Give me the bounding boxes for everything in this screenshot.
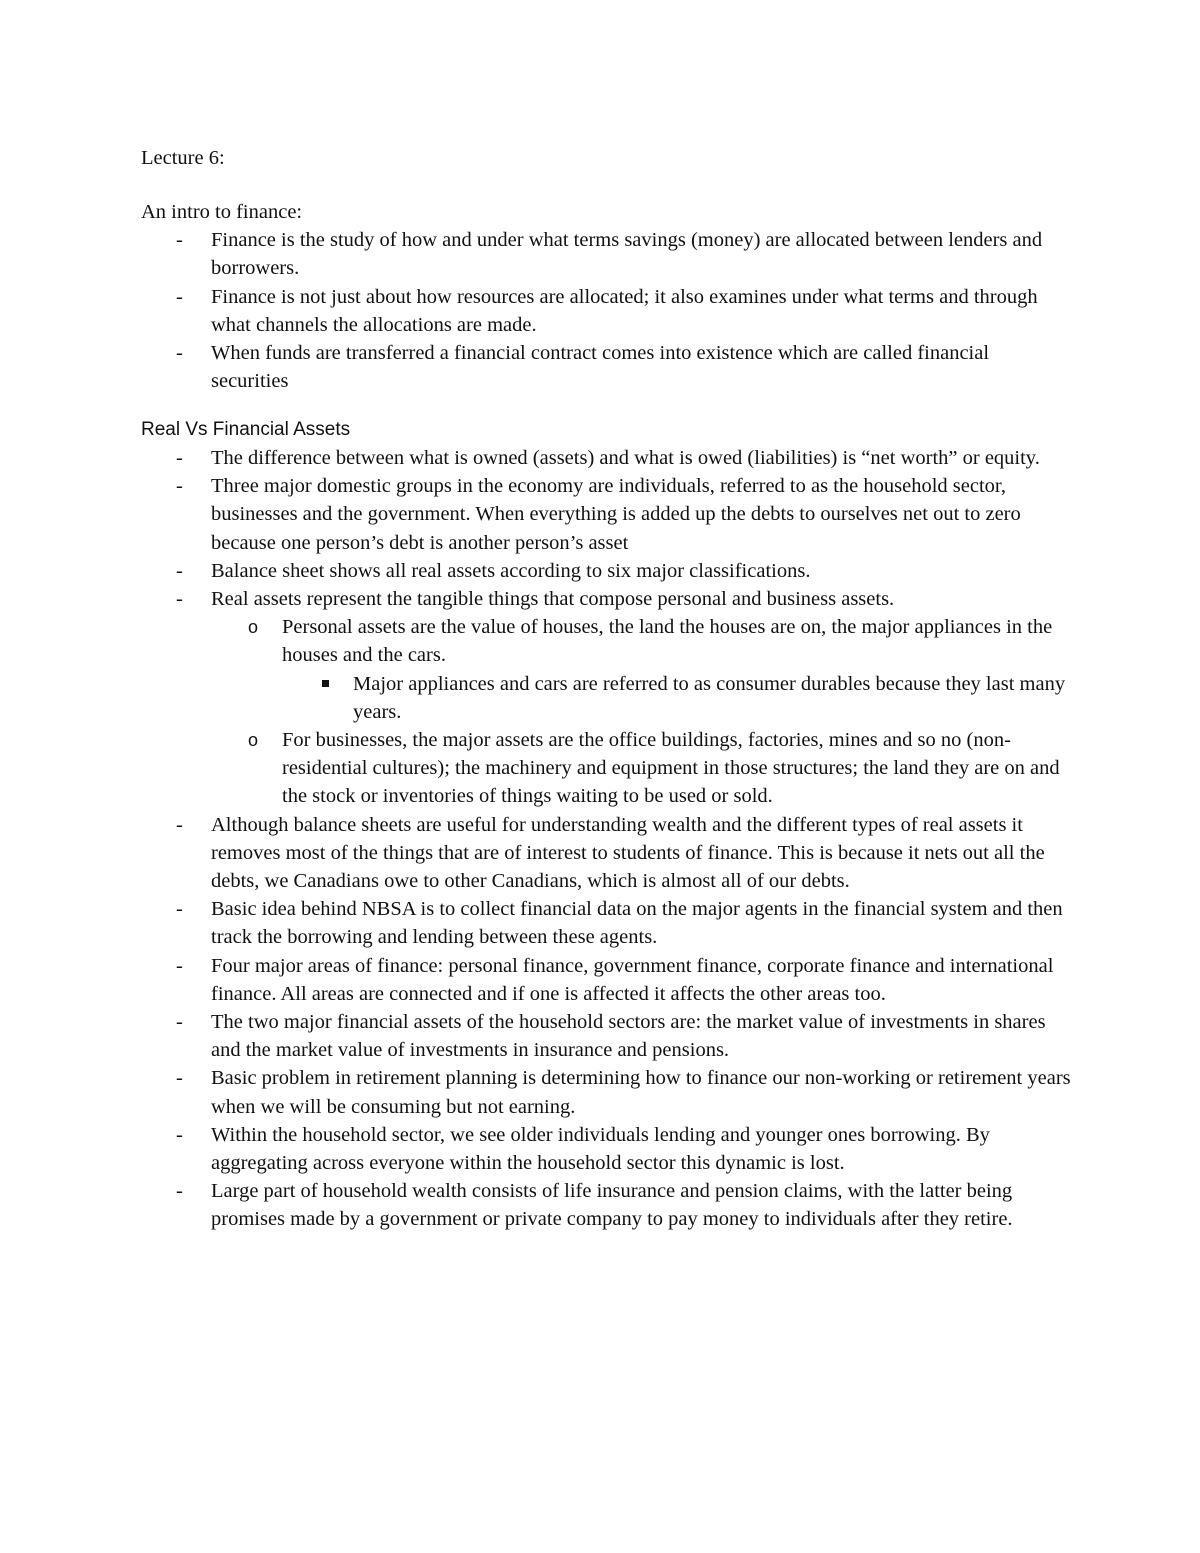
- list-item: [176, 226, 1071, 282]
- list-item-text: Balance sheet shows all real assets according to six major classifications.: [211, 559, 811, 582]
- list-item: [176, 952, 1071, 1008]
- list-item: [176, 557, 1071, 585]
- list-item: [176, 811, 1071, 896]
- intro-heading: An intro to finance:: [141, 201, 303, 223]
- dash-bullet: -: [176, 559, 183, 582]
- intro-list: [141, 226, 1071, 395]
- dash-bullet: -: [176, 229, 183, 252]
- list-item: [176, 472, 1071, 557]
- list-item-text: Although balance sheets are useful for understanding wealth and the different types of real assets it removes most of the things that are of interest to students of finance. This is because it nets out all the debts, we Canadians owe to other Canadians, which is almost all of our debts.: [211, 813, 1045, 893]
- list-item-text: Basic idea behind NBSA is to collect financial data on the major agents in the financial system and then track the borrowing and lending between these agents.: [211, 898, 1063, 949]
- dash-bullet: -: [176, 954, 183, 977]
- list-item: [176, 1064, 1071, 1120]
- list-item-text: When funds are transferred a financial contract comes into existence which are called financial securities: [211, 342, 990, 393]
- dash-bullet: -: [176, 813, 183, 836]
- list-item: [176, 1008, 1071, 1064]
- dash-bullet: -: [176, 1067, 183, 1090]
- list-item: [176, 339, 1071, 395]
- list-item-text: Finance is the study of how and under what terms savings (money) are allocated between lenders and borrowers.: [211, 229, 1043, 280]
- list-item-text: Three major domestic groups in the economy are individuals, referred to as the household sector, businesses and the government. When everything is added up the debts to ourselves net out to zero because one person’s debt is another person’s asset: [211, 475, 1021, 554]
- dash-bullet: -: [176, 588, 183, 611]
- sub-list-item: [248, 726, 1071, 811]
- real-vs-financial-section: [141, 416, 1071, 1234]
- sub-sub-list-item-text: Major appliances and cars are referred to as consumer durables because they last many years.: [353, 672, 1066, 723]
- list-item-text: Large part of household wealth consists of life insurance and pension claims, with the latter being promises made by a government or private company to pay money to individuals after they retire.: [211, 1180, 1013, 1231]
- dash-bullet: -: [176, 1123, 183, 1146]
- sub-list-item-text: Personal assets are the value of houses, the land the houses are on, the major appliances in the houses and the cars.: [282, 616, 1053, 667]
- list-item: [176, 1177, 1071, 1233]
- square-bullet-icon: [322, 680, 329, 687]
- list-item: [176, 283, 1071, 339]
- circle-bullet: o: [248, 730, 259, 751]
- real-vs-financial-list: [141, 444, 1071, 1234]
- dash-bullet: -: [176, 1011, 183, 1034]
- dash-bullet: -: [176, 342, 183, 365]
- list-item-text: Four major areas of finance: personal finance, government finance, corporate finance and international finance. All areas are connected and if one is affected it affects the other areas too.: [211, 954, 1054, 1005]
- list-item: [176, 585, 1071, 811]
- sub-list-item: [248, 613, 1071, 726]
- list-item-text: Basic problem in retirement planning is determining how to finance our non-working or retirement years when we will be consuming but not earning.: [211, 1067, 1071, 1118]
- intro-section: [141, 198, 1071, 395]
- list-item-text: Within the household sector, we see older individuals lending and younger ones borrowing. By aggregating across everyone within the household sector this dynamic is lost.: [211, 1123, 990, 1175]
- dash-bullet: -: [176, 898, 183, 921]
- lecture-title: Lecture 6:: [141, 147, 225, 169]
- list-item: [176, 444, 1071, 472]
- sub-list-item-text: For businesses, the major assets are the office buildings, factories, mines and so no (non-residential cultures); the machinery and equipment in those structures; the land they are on and the stock or inventories of things waiting to be used or sold.: [282, 729, 1060, 808]
- list-item-text: Finance is not just about how resources are allocated; it also examines under what terms and through what channels the allocations are made.: [211, 285, 1038, 336]
- dash-bullet: -: [176, 475, 183, 498]
- sub-sub-list-item: [353, 670, 1071, 726]
- list-item-text: The two major financial assets of the household sectors are: the market value of investments in shares and the market value of investments in insurance and pensions.: [211, 1011, 1046, 1062]
- dash-bullet: -: [176, 1180, 183, 1203]
- dash-bullet: -: [176, 447, 183, 469]
- sub-list: [211, 613, 1071, 810]
- list-item-text: The difference between what is owned (assets) and what is owed (liabilities) is “net worth” or equity.: [211, 447, 1040, 469]
- sub-sub-list: [282, 670, 1071, 726]
- list-item: [176, 1121, 1071, 1177]
- list-item: [176, 895, 1071, 951]
- circle-bullet: o: [248, 617, 259, 638]
- section-heading: Real Vs Financial Assets: [141, 419, 351, 440]
- dash-bullet: -: [176, 285, 183, 308]
- list-item-text: Real assets represent the tangible things that compose personal and business assets.: [211, 588, 895, 611]
